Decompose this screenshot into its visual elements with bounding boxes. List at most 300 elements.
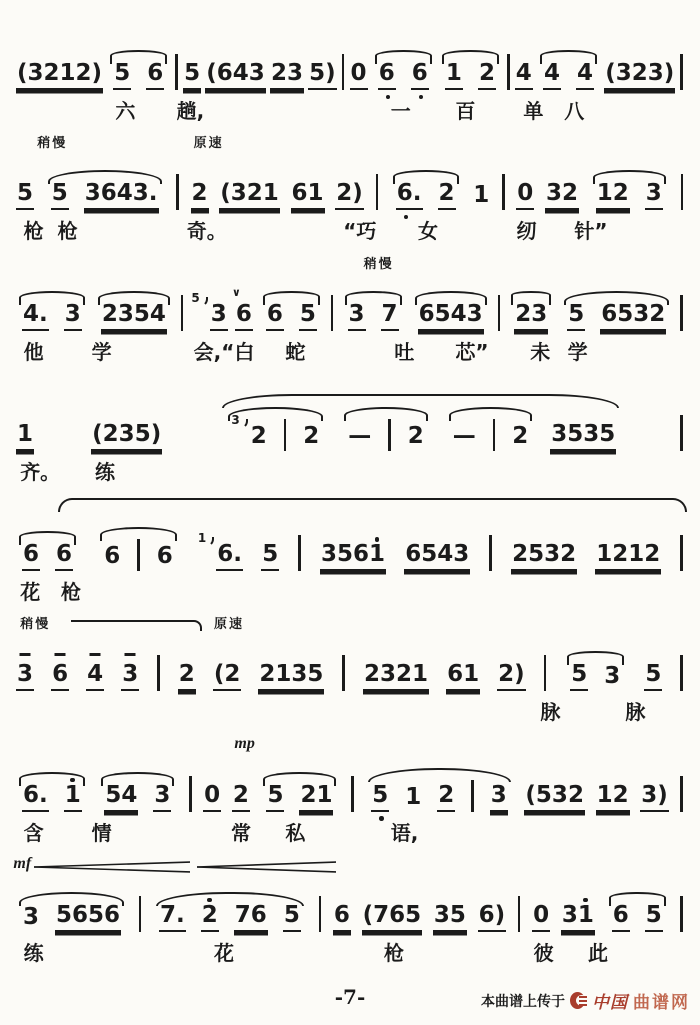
note-text: (532 bbox=[524, 784, 585, 812]
note bbox=[270, 62, 304, 90]
slur-group bbox=[16, 290, 88, 331]
note bbox=[231, 412, 267, 451]
lyric: 枪 bbox=[57, 219, 78, 244]
note-text: 3 bbox=[64, 303, 82, 331]
note bbox=[258, 663, 324, 691]
slur-group bbox=[590, 169, 669, 210]
note bbox=[407, 422, 425, 451]
note bbox=[213, 663, 242, 691]
music-system bbox=[10, 130, 690, 245]
note-text: 2135 bbox=[258, 663, 324, 691]
note-text: (321 bbox=[219, 182, 280, 210]
note-text: 3 bbox=[348, 303, 366, 331]
barline bbox=[680, 295, 683, 331]
site-logo-icon bbox=[570, 992, 587, 1009]
note bbox=[515, 62, 533, 90]
note bbox=[266, 781, 284, 812]
marks-band bbox=[10, 251, 690, 273]
barline bbox=[331, 295, 334, 331]
note-text: 3 bbox=[16, 663, 34, 691]
note bbox=[121, 663, 139, 691]
barline bbox=[189, 776, 192, 812]
note-text: 6 bbox=[51, 663, 69, 691]
note-text: 1 bbox=[16, 423, 34, 451]
slur-group bbox=[225, 406, 326, 451]
barline bbox=[342, 655, 345, 691]
octave-dot-high bbox=[70, 778, 75, 783]
note-text: 5 bbox=[183, 62, 201, 90]
note-text: 2 bbox=[407, 422, 424, 449]
note bbox=[283, 901, 301, 932]
slur-group bbox=[45, 169, 165, 210]
slur-group bbox=[537, 49, 600, 90]
note-text: 76 bbox=[234, 904, 268, 932]
note-text: 6 bbox=[266, 303, 284, 331]
lyric: 一 bbox=[390, 99, 411, 123]
note-text: 2 bbox=[250, 422, 267, 449]
note-text: 2 bbox=[478, 62, 496, 90]
dynamic-mark: mp bbox=[234, 734, 255, 752]
note bbox=[452, 422, 477, 451]
note-text: (2 bbox=[213, 663, 242, 691]
note bbox=[567, 300, 585, 331]
note bbox=[22, 300, 49, 331]
barline bbox=[680, 415, 683, 451]
note-text: 2532 bbox=[511, 543, 577, 571]
note-text: 7 bbox=[381, 303, 399, 331]
note bbox=[16, 420, 34, 451]
marks-band bbox=[10, 732, 690, 754]
phrase-slur-arc bbox=[58, 498, 688, 512]
note bbox=[291, 182, 325, 210]
note bbox=[266, 300, 284, 331]
note bbox=[91, 420, 162, 451]
slur-group bbox=[446, 406, 536, 451]
slur-group bbox=[16, 771, 88, 812]
tempo-mark: 原速 bbox=[214, 617, 245, 633]
note-text: (765 bbox=[362, 904, 423, 932]
lyric: “巧 bbox=[343, 219, 377, 244]
note bbox=[55, 901, 121, 932]
note-text: 2 bbox=[201, 904, 219, 932]
slur-group bbox=[342, 290, 405, 331]
note bbox=[437, 781, 455, 812]
barline bbox=[680, 776, 683, 812]
notes-row bbox=[10, 32, 690, 90]
note-text: 2 bbox=[437, 784, 455, 812]
lyric: 八 bbox=[564, 99, 585, 123]
note-text: 6 bbox=[411, 62, 429, 90]
note-text: 1 bbox=[64, 784, 82, 812]
barline bbox=[498, 295, 501, 331]
note bbox=[191, 182, 209, 210]
note-text: 7. bbox=[159, 904, 186, 932]
breath-mark-icon: ∨ bbox=[231, 285, 241, 299]
grace-hook-icon bbox=[206, 537, 214, 547]
barline bbox=[518, 896, 521, 932]
lyric: 六 bbox=[115, 99, 136, 123]
lyric: 他 bbox=[23, 339, 44, 364]
slur-group bbox=[508, 290, 554, 331]
note-text: 1 bbox=[405, 783, 422, 810]
note-text: 2 bbox=[232, 784, 250, 812]
note-text: 5 bbox=[645, 904, 663, 932]
note-text: 12 bbox=[596, 784, 630, 812]
barline bbox=[139, 896, 142, 932]
note bbox=[299, 781, 333, 812]
note bbox=[219, 182, 280, 210]
barline bbox=[137, 539, 140, 571]
lyric: 女 bbox=[418, 219, 438, 244]
note bbox=[644, 663, 662, 691]
note bbox=[101, 300, 167, 331]
note bbox=[333, 901, 351, 932]
lyric: 练 bbox=[23, 940, 44, 965]
grace-note bbox=[191, 292, 207, 307]
music-system bbox=[10, 611, 690, 726]
note-text: 6 bbox=[235, 303, 253, 331]
note-text: 2 bbox=[191, 182, 209, 210]
note bbox=[362, 901, 423, 932]
marks-band bbox=[10, 371, 690, 393]
tempo-mark: 稍慢 bbox=[37, 136, 68, 152]
note bbox=[478, 62, 496, 90]
note bbox=[261, 543, 279, 571]
note bbox=[64, 781, 82, 812]
barline bbox=[342, 54, 345, 90]
note bbox=[231, 285, 253, 331]
barline bbox=[502, 174, 505, 210]
note-text: 1 bbox=[445, 62, 463, 90]
lyric: 纫 bbox=[516, 219, 537, 244]
note-text: — bbox=[348, 422, 372, 449]
note bbox=[371, 781, 389, 812]
note bbox=[348, 300, 366, 331]
note-text: (323) bbox=[604, 62, 675, 90]
marks-band bbox=[10, 611, 690, 633]
music-system bbox=[10, 491, 690, 606]
grace-note bbox=[198, 532, 214, 547]
note-text: 3 bbox=[645, 182, 663, 210]
marks-band bbox=[10, 852, 690, 874]
note bbox=[16, 182, 34, 210]
note-text: 2) bbox=[335, 182, 364, 210]
slur-group bbox=[390, 169, 462, 210]
note bbox=[302, 422, 320, 451]
note-text: 3 bbox=[153, 784, 171, 812]
music-system bbox=[10, 10, 690, 125]
note bbox=[183, 62, 201, 90]
note bbox=[550, 420, 616, 451]
note-text: 2 bbox=[512, 422, 529, 449]
note bbox=[600, 300, 666, 331]
lyric: 花 bbox=[20, 580, 41, 605]
note bbox=[347, 422, 372, 451]
note-text: 6 bbox=[146, 62, 164, 90]
lyric: 语, bbox=[390, 820, 419, 845]
note-text: 6. bbox=[22, 784, 49, 812]
note bbox=[411, 62, 429, 90]
note-text: 6 bbox=[156, 543, 173, 570]
lyrics-row bbox=[10, 694, 690, 726]
note-text: 23 bbox=[514, 303, 548, 331]
slur-group bbox=[98, 771, 177, 812]
lyrics-row bbox=[10, 334, 690, 366]
lyric: 趟, bbox=[176, 99, 205, 123]
tempo-extent-line bbox=[71, 620, 202, 631]
note bbox=[396, 182, 423, 210]
barline bbox=[351, 776, 354, 812]
note bbox=[532, 901, 550, 932]
note bbox=[51, 663, 69, 691]
note bbox=[203, 781, 221, 812]
note-text: (643 bbox=[205, 62, 266, 90]
lyric: 单 bbox=[523, 99, 544, 123]
grace-hook-icon bbox=[240, 419, 248, 429]
barline bbox=[175, 54, 178, 90]
note-text: 1212 bbox=[595, 543, 661, 571]
slur-group bbox=[97, 526, 180, 571]
note bbox=[378, 62, 396, 90]
note bbox=[191, 290, 227, 331]
marks-band bbox=[10, 491, 690, 513]
note bbox=[201, 901, 219, 932]
note-text: 4 bbox=[86, 663, 104, 691]
note-text: 61 bbox=[446, 663, 480, 691]
lyric: 齐。 bbox=[20, 459, 61, 484]
notes-row bbox=[10, 273, 690, 331]
note bbox=[478, 901, 507, 932]
note bbox=[511, 422, 529, 451]
note-text: 0 bbox=[532, 904, 550, 932]
note bbox=[51, 182, 69, 210]
note bbox=[363, 663, 429, 691]
note bbox=[612, 901, 630, 932]
note-text: 21 bbox=[299, 784, 333, 812]
barline bbox=[681, 174, 684, 210]
note-text: 0 bbox=[350, 62, 368, 90]
lyric: 学 bbox=[91, 339, 112, 364]
lyric: 枪 bbox=[23, 219, 44, 244]
crescendo-wedge-icon bbox=[34, 861, 190, 873]
dynamic-mark: mf bbox=[13, 854, 32, 872]
note-text: — bbox=[452, 422, 476, 449]
barline bbox=[176, 174, 179, 210]
slur-group bbox=[16, 891, 127, 932]
note-text: 6543 bbox=[418, 303, 484, 331]
note-text: 6543 bbox=[404, 543, 470, 571]
note bbox=[445, 62, 463, 90]
lyric: 针” bbox=[574, 219, 608, 244]
barline bbox=[493, 419, 496, 451]
note-text: 23 bbox=[270, 62, 304, 90]
note-text: 2 bbox=[438, 182, 456, 210]
note bbox=[595, 543, 661, 571]
lyric: 芯” bbox=[455, 339, 489, 364]
lyric: 情 bbox=[91, 820, 112, 845]
lyrics-row bbox=[10, 213, 690, 245]
lyric: 奇。 bbox=[186, 219, 227, 244]
note bbox=[205, 62, 266, 90]
lyric: 此 bbox=[588, 940, 608, 965]
note-text: 4 bbox=[543, 62, 561, 90]
note-text: 6) bbox=[478, 904, 507, 932]
note bbox=[335, 182, 364, 210]
note-text: 5656 bbox=[55, 904, 121, 932]
note-text: 5 bbox=[266, 784, 284, 812]
tenuto-dash-icon bbox=[90, 653, 101, 656]
note-text: 6 bbox=[333, 904, 351, 932]
note-text: (235) bbox=[91, 423, 162, 451]
tempo-mark: 稍慢 bbox=[20, 617, 51, 633]
note-text: 3) bbox=[640, 784, 669, 812]
note bbox=[603, 665, 621, 691]
grace-hook-icon bbox=[200, 297, 208, 307]
note-text: 5 bbox=[644, 663, 662, 691]
note bbox=[511, 543, 577, 571]
barline bbox=[680, 655, 683, 691]
barline bbox=[544, 655, 547, 691]
barline bbox=[680, 535, 683, 571]
note-text: (3212) bbox=[16, 62, 103, 90]
note bbox=[22, 903, 40, 932]
note-text: 2) bbox=[497, 663, 526, 691]
music-system bbox=[10, 371, 690, 486]
note-text: 3643. bbox=[84, 182, 159, 210]
note bbox=[197, 531, 243, 571]
note-text: 3 bbox=[490, 784, 508, 812]
lyrics-row bbox=[10, 935, 690, 967]
page-number: -7- bbox=[334, 985, 366, 1009]
slur-group bbox=[16, 530, 79, 571]
note-text: 6 bbox=[104, 543, 121, 570]
note bbox=[84, 182, 159, 210]
note bbox=[153, 781, 171, 812]
note bbox=[545, 182, 579, 210]
note-text: 5 bbox=[113, 62, 131, 90]
slur-group bbox=[219, 393, 622, 451]
barline bbox=[376, 174, 379, 210]
slur-group bbox=[606, 891, 669, 932]
notes-row bbox=[10, 633, 690, 691]
tenuto-dash-icon bbox=[125, 653, 136, 656]
lyric: 彼 bbox=[533, 940, 554, 965]
grace-note-digit: 3 bbox=[231, 412, 240, 427]
note-text: 5) bbox=[308, 62, 337, 90]
note bbox=[561, 901, 595, 932]
note bbox=[234, 901, 268, 932]
lyric: 百 bbox=[455, 99, 476, 123]
lyric: 蛇 bbox=[285, 339, 306, 364]
note-text: 6 bbox=[378, 62, 396, 90]
note-text: 2 bbox=[178, 663, 196, 691]
note-text: 6532 bbox=[600, 303, 666, 331]
watermark-site-suffix: 曲谱网 bbox=[633, 993, 690, 1013]
note bbox=[22, 781, 49, 812]
grace-note-digit: 1 bbox=[197, 531, 207, 546]
slur-group bbox=[439, 49, 502, 90]
note bbox=[514, 300, 548, 331]
note bbox=[22, 543, 40, 571]
lyric: 花 bbox=[214, 940, 234, 965]
note bbox=[645, 901, 663, 932]
watermark-site-name: 中国 bbox=[592, 993, 628, 1013]
lyric: 练 bbox=[95, 459, 115, 484]
watermark bbox=[481, 988, 690, 1013]
note-text: 5 bbox=[16, 182, 34, 210]
page-footer bbox=[0, 967, 700, 1025]
note-text: 0 bbox=[516, 182, 534, 210]
note bbox=[576, 62, 594, 90]
barline bbox=[680, 54, 683, 90]
lyric: 脉 bbox=[540, 700, 561, 725]
note-text: 2354 bbox=[101, 303, 167, 331]
lyrics-row bbox=[10, 574, 690, 606]
lyric: 常 bbox=[231, 820, 251, 845]
note bbox=[232, 781, 250, 812]
tempo-mark: 稍慢 bbox=[363, 256, 394, 272]
note-text: 6 bbox=[612, 904, 630, 932]
note bbox=[16, 663, 34, 691]
note bbox=[55, 543, 73, 571]
barline bbox=[489, 535, 492, 571]
note bbox=[543, 62, 561, 90]
note-text: 6 bbox=[55, 543, 73, 571]
note-text: 3 bbox=[23, 903, 40, 930]
notes-row bbox=[10, 513, 690, 571]
note-text: 5 bbox=[51, 182, 69, 210]
grace-note bbox=[231, 414, 247, 429]
note bbox=[418, 300, 484, 331]
note-text: 3561 bbox=[320, 543, 386, 571]
note bbox=[86, 663, 104, 691]
note bbox=[472, 184, 490, 210]
barline bbox=[319, 896, 322, 932]
note bbox=[381, 300, 399, 331]
slur-group bbox=[260, 771, 339, 812]
note bbox=[104, 781, 138, 812]
marks-band bbox=[10, 10, 690, 32]
note bbox=[320, 543, 386, 571]
barline bbox=[471, 780, 474, 812]
grace-note-digit: 5 bbox=[191, 290, 200, 305]
note-text: 3 bbox=[121, 663, 139, 691]
note-text: 31 bbox=[561, 904, 595, 932]
note bbox=[570, 663, 588, 691]
note bbox=[404, 783, 422, 812]
lyrics-row bbox=[10, 93, 690, 125]
music-system bbox=[10, 251, 690, 366]
note bbox=[308, 62, 337, 90]
notes-row bbox=[10, 393, 690, 451]
lyrics-row bbox=[10, 454, 690, 486]
slur-group bbox=[260, 290, 323, 331]
note-text: 35 bbox=[433, 904, 467, 932]
note-text: 54 bbox=[104, 784, 138, 812]
note-text: 1 bbox=[473, 182, 490, 209]
note bbox=[640, 781, 669, 812]
note-text: 3 bbox=[210, 303, 228, 331]
note-text: 5 bbox=[570, 663, 588, 691]
crescendo-wedge-icon bbox=[197, 861, 336, 873]
note bbox=[596, 182, 630, 210]
note-text: 12 bbox=[596, 182, 630, 210]
octave-dot-high bbox=[375, 537, 380, 542]
lyric: 枪 bbox=[61, 580, 81, 605]
note-text: 5 bbox=[567, 303, 585, 331]
marks-band bbox=[10, 130, 690, 152]
slur-group bbox=[341, 406, 431, 451]
